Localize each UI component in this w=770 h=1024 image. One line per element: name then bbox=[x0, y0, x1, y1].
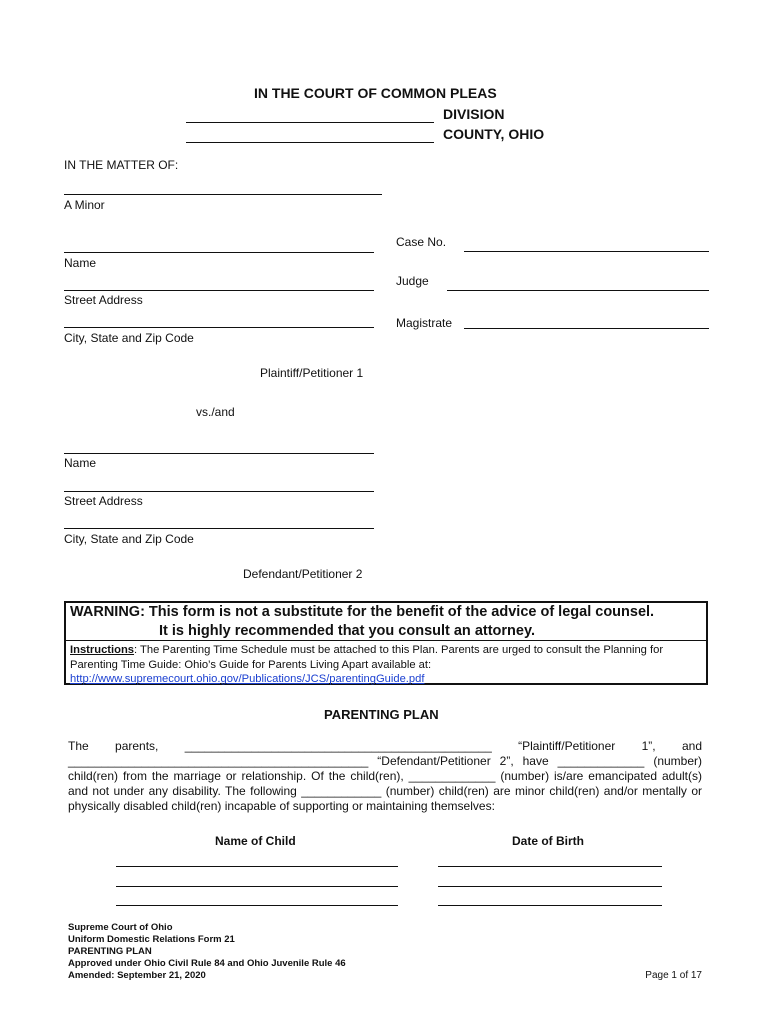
court-title: IN THE COURT OF COMMON PLEAS bbox=[254, 85, 497, 101]
county-label: COUNTY, OHIO bbox=[443, 126, 545, 142]
plan-paragraph: The parents, ______________________________________________ “Plaintiff/Petitioner 1”, and _____________________________________________ “Defendant/Petitioner 2”, have _____________ (number) child(ren) from the marriage or relationship. Of the child(ren), _____________ (number) is/are emancipated adult(s) and not under any disability. The following ____________ (number) child(ren) are minor child(ren) and/or mentally or physically disabled child(ren) incapable of supporting or maintaining themselves: bbox=[68, 739, 702, 813]
page-number: Page 1 of 17 bbox=[645, 970, 702, 981]
party1-city-label: City, State and Zip Code bbox=[64, 331, 194, 345]
warning-heading bbox=[70, 603, 654, 641]
instructions-label: Instructions bbox=[70, 644, 135, 656]
child-dob-blank-3[interactable] bbox=[438, 905, 662, 906]
party2-street-blank[interactable] bbox=[64, 491, 374, 492]
judge-label: Judge bbox=[396, 274, 429, 288]
party1-name-label: Name bbox=[64, 256, 97, 270]
party1-role: Plaintiff/Petitioner 1 bbox=[260, 366, 364, 380]
instructions-text: : The Parenting Time Schedule must be attached to this Plan. Parents are urged to consult the Planning for Parenting Time Guide: Ohio’s Guide for Parents Living Apart available at: bbox=[70, 644, 664, 671]
footer-form-number: Uniform Domestic Relations Form 21 bbox=[68, 934, 235, 945]
footer-amended: Amended: September 21, 2020 bbox=[68, 970, 206, 981]
child-name-blank-1[interactable] bbox=[116, 866, 398, 867]
division-label: DIVISION bbox=[443, 106, 505, 122]
magistrate-label: Magistrate bbox=[396, 316, 453, 330]
division-blank[interactable] bbox=[186, 122, 434, 123]
party2-name-label: Name bbox=[64, 456, 97, 470]
party2-city-label: City, State and Zip Code bbox=[64, 532, 194, 546]
child-name-blank-2[interactable] bbox=[116, 886, 398, 887]
party2-role: Defendant/Petitioner 2 bbox=[243, 567, 363, 581]
vs-label: vs./and bbox=[196, 405, 235, 419]
county-blank[interactable] bbox=[186, 142, 434, 143]
judge-blank[interactable] bbox=[447, 290, 709, 291]
footer-form-name: PARENTING PLAN bbox=[68, 946, 152, 957]
party1-street-blank[interactable] bbox=[64, 290, 374, 291]
date-of-birth-header: Date of Birth bbox=[512, 834, 584, 848]
child-name-blank-3[interactable] bbox=[116, 905, 398, 906]
warning-box bbox=[64, 601, 708, 685]
minor-name-blank[interactable] bbox=[64, 194, 382, 195]
case-no-blank[interactable] bbox=[464, 251, 709, 252]
warning-divider bbox=[66, 640, 706, 641]
party1-street-label: Street Address bbox=[64, 293, 143, 307]
footer-court: Supreme Court of Ohio bbox=[68, 922, 173, 933]
case-no-label: Case No. bbox=[396, 235, 447, 249]
parenting-guide-link[interactable]: http://www.supremecourt.ohio.gov/Publications/JCS/parentingGuide.pdf bbox=[70, 673, 425, 685]
plan-title: PARENTING PLAN bbox=[324, 707, 439, 722]
party1-city-blank[interactable] bbox=[64, 327, 374, 328]
party2-city-blank[interactable] bbox=[64, 528, 374, 529]
instructions bbox=[70, 643, 702, 687]
warning-line2: It is highly recommended that you consult an attorney. bbox=[159, 623, 535, 639]
party2-name-blank[interactable] bbox=[64, 453, 374, 454]
name-of-child-header: Name of Child bbox=[215, 834, 296, 848]
footer-block bbox=[68, 922, 346, 982]
magistrate-blank[interactable] bbox=[464, 328, 709, 329]
party2-street-label: Street Address bbox=[64, 494, 143, 508]
warning-line1: WARNING: This form is not a substitute for the benefit of the advice of legal counsel. bbox=[70, 604, 655, 620]
matter-of-label: IN THE MATTER OF: bbox=[64, 158, 179, 172]
party1-name-blank[interactable] bbox=[64, 252, 374, 253]
child-dob-blank-2[interactable] bbox=[438, 886, 662, 887]
child-dob-blank-1[interactable] bbox=[438, 866, 662, 867]
minor-label: A Minor bbox=[64, 198, 105, 212]
footer-approval: Approved under Ohio Civil Rule 84 and Ohio Juvenile Rule 46 bbox=[68, 958, 346, 969]
